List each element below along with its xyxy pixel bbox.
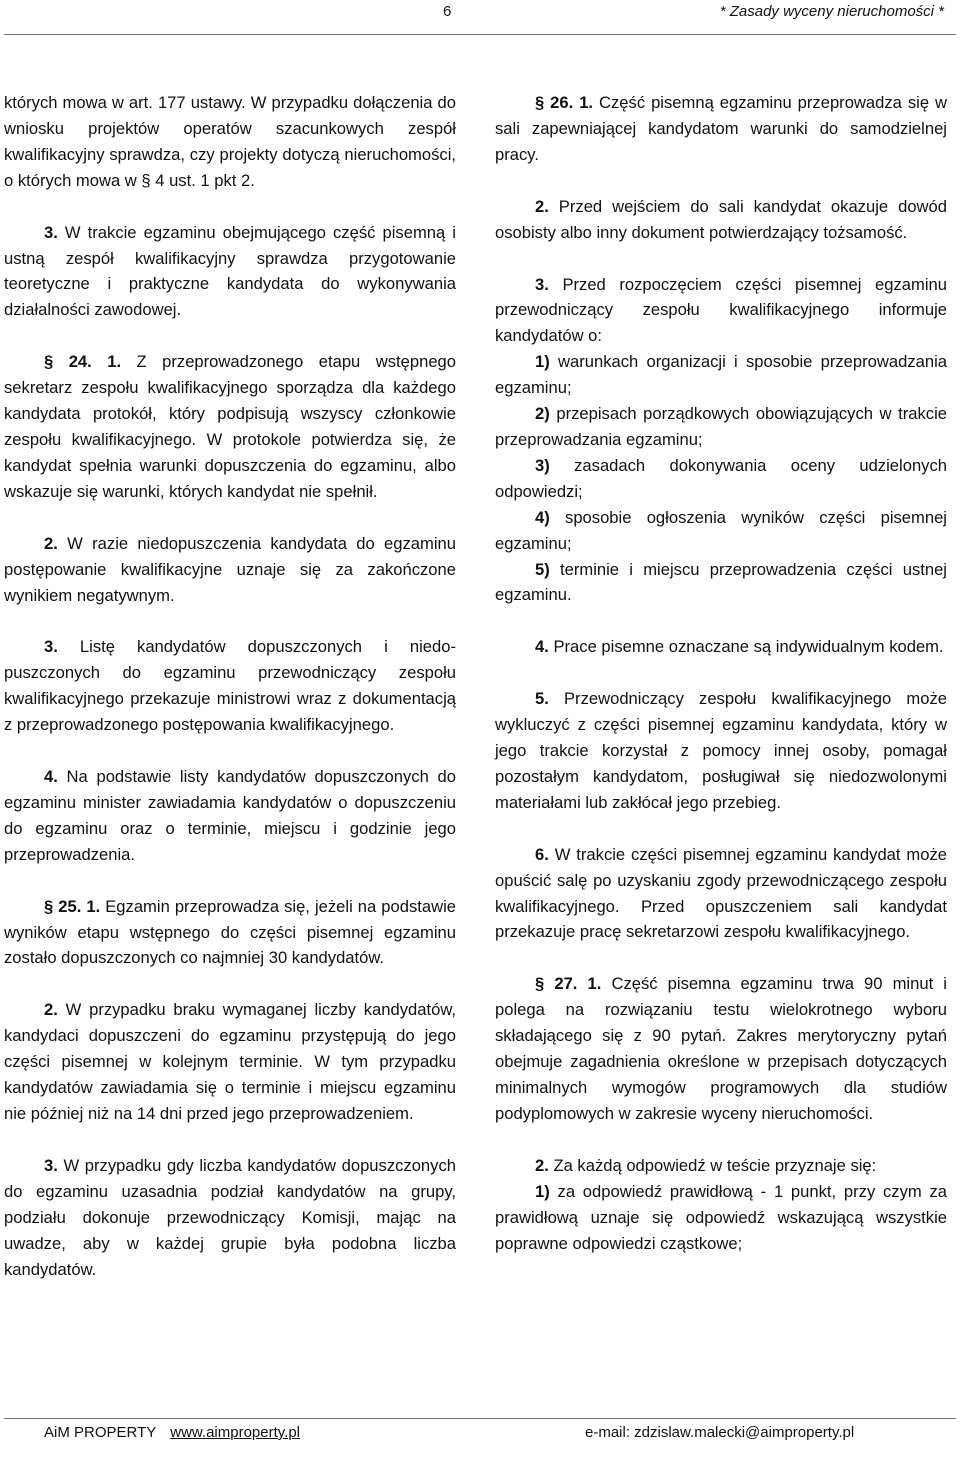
paragraph: 2. W przypadku braku wymaganej liczby kandydatów, kandydaci dopuszczeni do egzaminu przystępują do jego części pisemnej w kolejnym terminie. W tym przypadku kandydatów zawiadamia się o terminie i miejscu egzaminu nie później niż na 14 dni przed jego przeprowadzeniem. (4, 1000, 456, 1123)
paragraph: 4. Prace pisemne oznaczane są indywidualnym kodem. (535, 637, 944, 657)
paragraph: § 24. 1. Z przeprowadzonego etapu wstępnego sekretarz zespołu kwalifikacyjnego sporządza dla każdego kandydata protokół, który podpisują wszyscy członkowie zespołu kwalifikacyjnego. W protokole potwierdza się, że kandydat spełnia warunki dopuszczenia do egzaminu, albo wskazuje się warunki, których kandydat nie spełnił. (4, 352, 457, 501)
footer-divider (4, 1418, 956, 1419)
right-column (495, 90, 947, 1256)
list-item: 2) przepisach porządkowych obowiązujących w trakcie przeprowadzania egzaminu; (495, 404, 947, 449)
page-number: 6 (443, 3, 452, 20)
paragraph: 2. Przed wejściem do sali kandydat okazuje dowód osobisty albo inny dokument potwierdzający tożsamość. (495, 196, 947, 242)
left-column (4, 90, 456, 1308)
paragraph: § 27. 1. Część pisemna egzaminu trwa 90 minut i polega na rozwiązaniu testu wielokrotnego wyboru składającego się z 90 pytań. Zakres merytoryczny pytań obejmuje zagadnienia określone w przepisach dotyczących minimalnych wymogów programowych dla studiów podyplomowych w zakresie wyceny nieruchomości. (495, 974, 947, 1123)
paragraph: 3. W trakcie egzaminu obejmującego część pisemną i ustną zespół kwalifikacyjny sprawdza przygotowanie teoretyczne i praktyczne kandydata do wykonywania działalności zawodowej. (4, 222, 456, 320)
paragraph: 2. Za każdą odpowiedź w teście przyznaje się: (535, 1155, 877, 1175)
list-item: 1) za odpowiedź prawidłową - 1 punkt, przy czym za prawidłową uznaje się odpowiedź wskazującą wszystkie poprawne odpowiedzi cząstkowe; (495, 1181, 947, 1253)
list-item: 1) warunkach organizacji i sposobie przeprowadzania egzaminu; (495, 352, 947, 398)
list-item: 5) terminie i miejscu przeprowadzenia części ustnej egzaminu. (495, 559, 947, 605)
paragraph: 2. W razie niedopuszczenia kandydata do egzaminu postępowanie kwalifikacyjne uznaje się za zakończone wynikiem negatywnym. (4, 533, 456, 605)
footer-email: e-mail: zdzislaw.malecki@aimproperty.pl (585, 1424, 855, 1441)
list-item: 3) zasadach dokonywania oceny udzielonych odpowiedzi; (495, 455, 947, 501)
paragraph: 4. Na podstawie listy kandydatów dopuszczonych do egzaminu minister zawiadamia kandydatów o dopuszczeniu do egzaminu oraz o terminie, miejscu i godzinie jego przeprowadzenia. (4, 767, 456, 864)
paragraph: 5. Przewodniczący zespołu kwalifikacyjnego może wykluczyć z części pisemnej egzaminu kandydata, który w jego trakcie korzystał z pomocy innej osoby, pomagał pozostałym kandydatom, posługiwał się niedozwolonymi materiałami lub zakłócał jego przebieg. (495, 689, 947, 812)
footer-brand (44, 1424, 300, 1441)
paragraph: 3. W przypadku gdy liczba kandydatów dopuszczonych do egzaminu uzasadnia podział kandydatów na grupy, podziału dokonuje przewodniczący Komisji, mając na uwadze, aby w każdej grupie była podobna liczba kandydatów. (4, 1155, 456, 1279)
page-header (0, 0, 960, 30)
running-title: * Zasady wyceny nieruchomości * (719, 3, 944, 20)
header-divider (4, 34, 956, 35)
paragraph: § 26. 1. Część pisemną egzaminu przeprowadza się w sali zapewniającej kandydatom warunki do samodzielnej pracy. (495, 93, 947, 164)
paragraph: 6. W trakcie części pisemnej egzaminu kandydat może opuścić salę po uzyskaniu zgody przewodniczącego zespołu kwalifikacyjnego. Przed opuszczeniem sali kandydat przekazuje pracę sekretarzowi zespołu kwalifikacyjnego. (495, 844, 947, 942)
paragraph: § 25. 1. Egzamin przeprowadza się, jeżeli na podstawie wyników etapu wstępnego do części pisemnej egzaminu zostało dopuszczonych co najmniej 30 kandydatów. (4, 896, 456, 968)
paragraph: 3. Przed rozpoczęciem części pisemnej egzaminu przewodniczący zespołu kwalifikacyjnego informuje kandydatów o: (495, 274, 947, 346)
paragraph: 3. Listę kandydatów dopuszczonych i niedopuszczonych do egzaminu przewodniczący zespołu kwalifikacyjnego przekazuje ministrowi wraz z dokumentacją z przeprowadzonego postępowania kwalifikacyjnego. (4, 637, 456, 735)
paragraph: których mowa w art. 177 ustawy. W przypadku dołączenia do wniosku projektów operatów szacunkowych zespół kwalifikacyjny sprawdza, czy projekty dotyczą nieruchomości, o których mowa w § 4 ust. 1 pkt 2. (4, 93, 456, 190)
brand-name: AiM PROPERTY (44, 1424, 157, 1441)
website-link[interactable]: www.aimproperty.pl (170, 1424, 301, 1441)
list-item: 4) sposobie ogłoszenia wyników części pisemnej egzaminu; (495, 507, 947, 553)
